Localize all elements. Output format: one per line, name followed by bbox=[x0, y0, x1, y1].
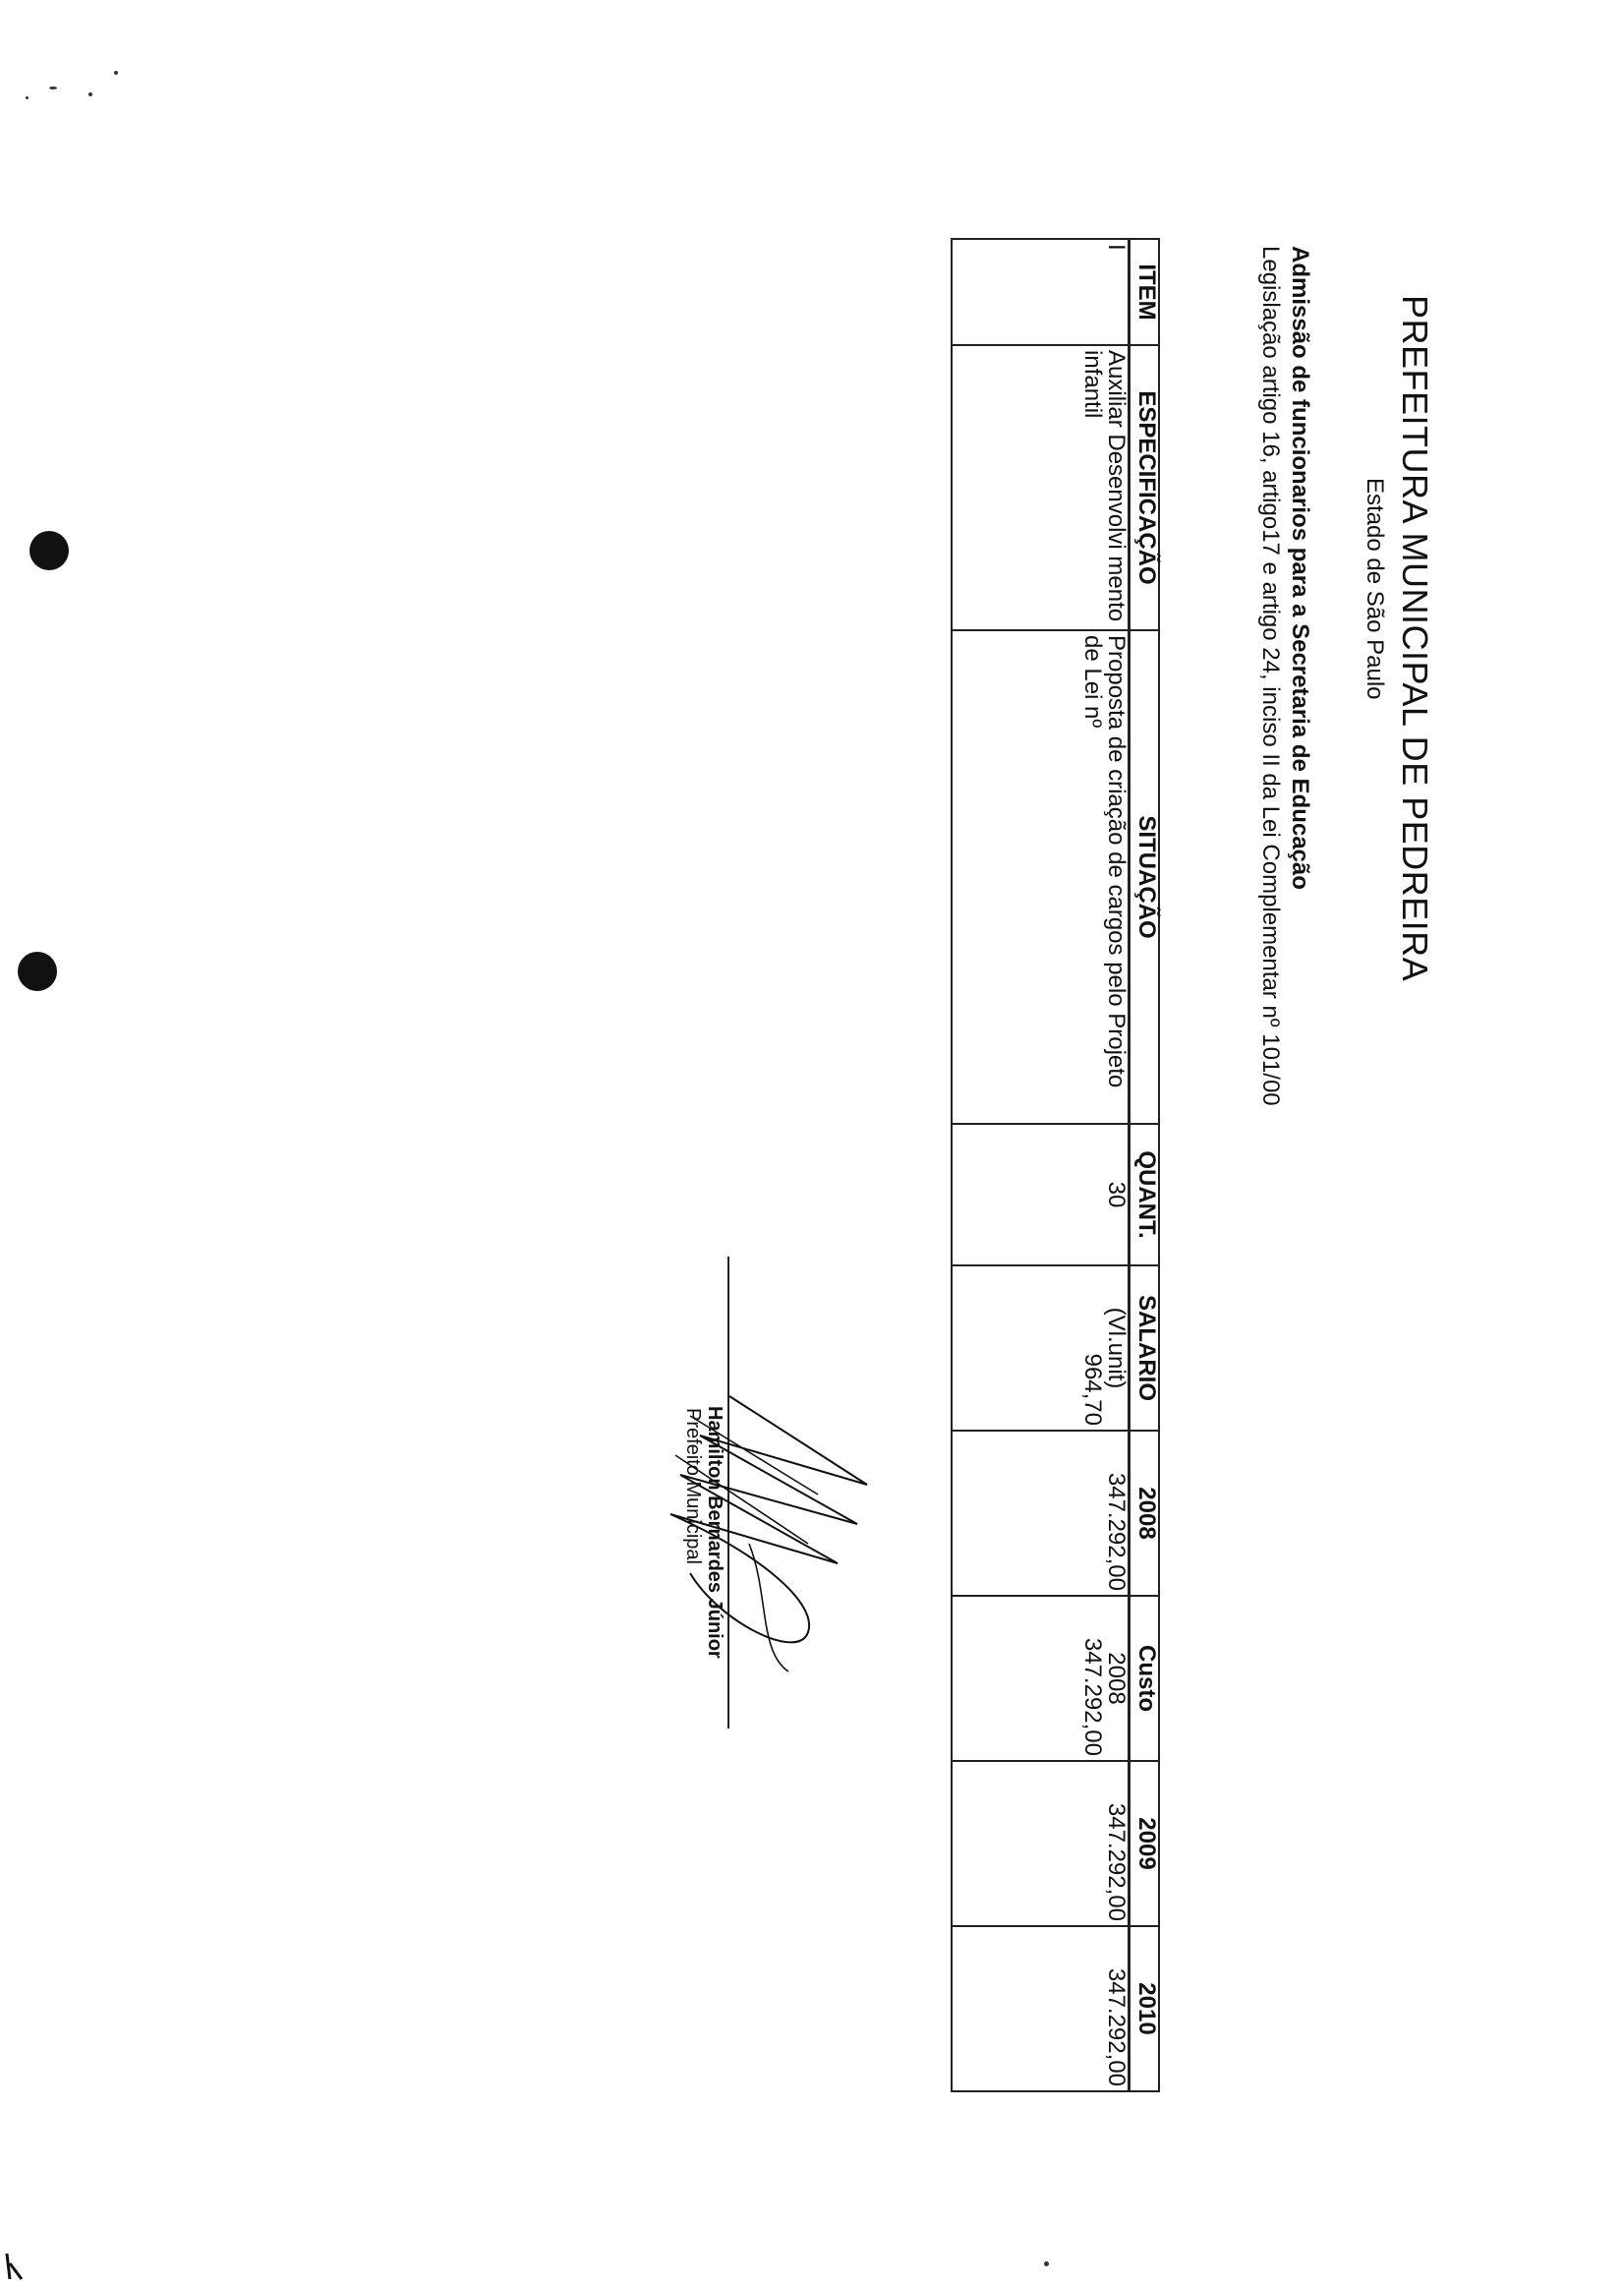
cell-situacao: Proposta de criação de cargos pelo Projeto de Lei nº bbox=[952, 630, 1130, 1124]
header-item: ITEM bbox=[1130, 239, 1160, 345]
cell-custo-value: 347.292,00 bbox=[1079, 1637, 1106, 1756]
corner-mark bbox=[4, 2252, 26, 2281]
subject-line: Admissão de funcionarios para a Secretaria de Educação bbox=[1287, 246, 1313, 890]
signatory-name: Hamilton Bernardes Júnior bbox=[704, 1406, 725, 1659]
table-header-row bbox=[1130, 239, 1160, 2091]
cell-item: I bbox=[952, 239, 1130, 345]
header-2009: 2009 bbox=[1130, 1761, 1160, 1926]
header-2010: 2010 bbox=[1130, 1926, 1160, 2091]
punch-hole-dot bbox=[29, 531, 69, 570]
cell-2009: 347.292,00 bbox=[952, 1761, 1130, 1926]
cell-2010: 347.292,00 bbox=[952, 1926, 1130, 2091]
cell-especificacao: Auxiliar Desenvolvi mento infantil bbox=[952, 345, 1130, 630]
punch-hole-dot bbox=[18, 952, 57, 991]
cell-custo-year: 2008 bbox=[1103, 1652, 1130, 1705]
header-quant: QUANT. bbox=[1130, 1124, 1160, 1265]
scan-speck bbox=[1044, 2261, 1049, 2266]
signatory-role: Prefeito Municipal bbox=[682, 1408, 704, 1564]
header-especificacao: ESPECIFICAÇÃO bbox=[1130, 345, 1160, 630]
cell-salario-unit-label: (Vl.unit) bbox=[1103, 1307, 1130, 1389]
cell-salario-value: 964,70 bbox=[1079, 1353, 1106, 1426]
handwritten-signature bbox=[661, 1377, 877, 1691]
header-custo bbox=[1130, 1596, 1160, 1761]
items-table bbox=[951, 238, 1160, 2092]
header-situacao: SITUAÇÃO bbox=[1130, 630, 1160, 1124]
scan-speck bbox=[26, 96, 29, 99]
page-subtitle: Estado de São Paulo bbox=[1362, 478, 1388, 700]
header-custo-label: Custo bbox=[1133, 1645, 1160, 1712]
legislation-line: Legislação artigo 16, artigo17 e artigo 24, inciso II da Lei Complementar nº 101/00 bbox=[1257, 246, 1284, 1106]
scan-speck bbox=[114, 71, 118, 75]
cell-salario bbox=[952, 1265, 1130, 1431]
page-title: PREFEITURA MUNICIPAL DE PEDREIRA bbox=[1395, 295, 1435, 982]
cell-custo bbox=[952, 1596, 1130, 1761]
cell-quant: 30 bbox=[952, 1124, 1130, 1265]
scan-speck bbox=[49, 87, 57, 89]
scan-speck bbox=[88, 92, 92, 96]
table-row bbox=[952, 239, 1130, 2091]
cell-2008: 347.292,00 bbox=[952, 1431, 1130, 1596]
header-salario: SALARIO bbox=[1130, 1265, 1160, 1431]
header-2008: 2008 bbox=[1130, 1431, 1160, 1596]
